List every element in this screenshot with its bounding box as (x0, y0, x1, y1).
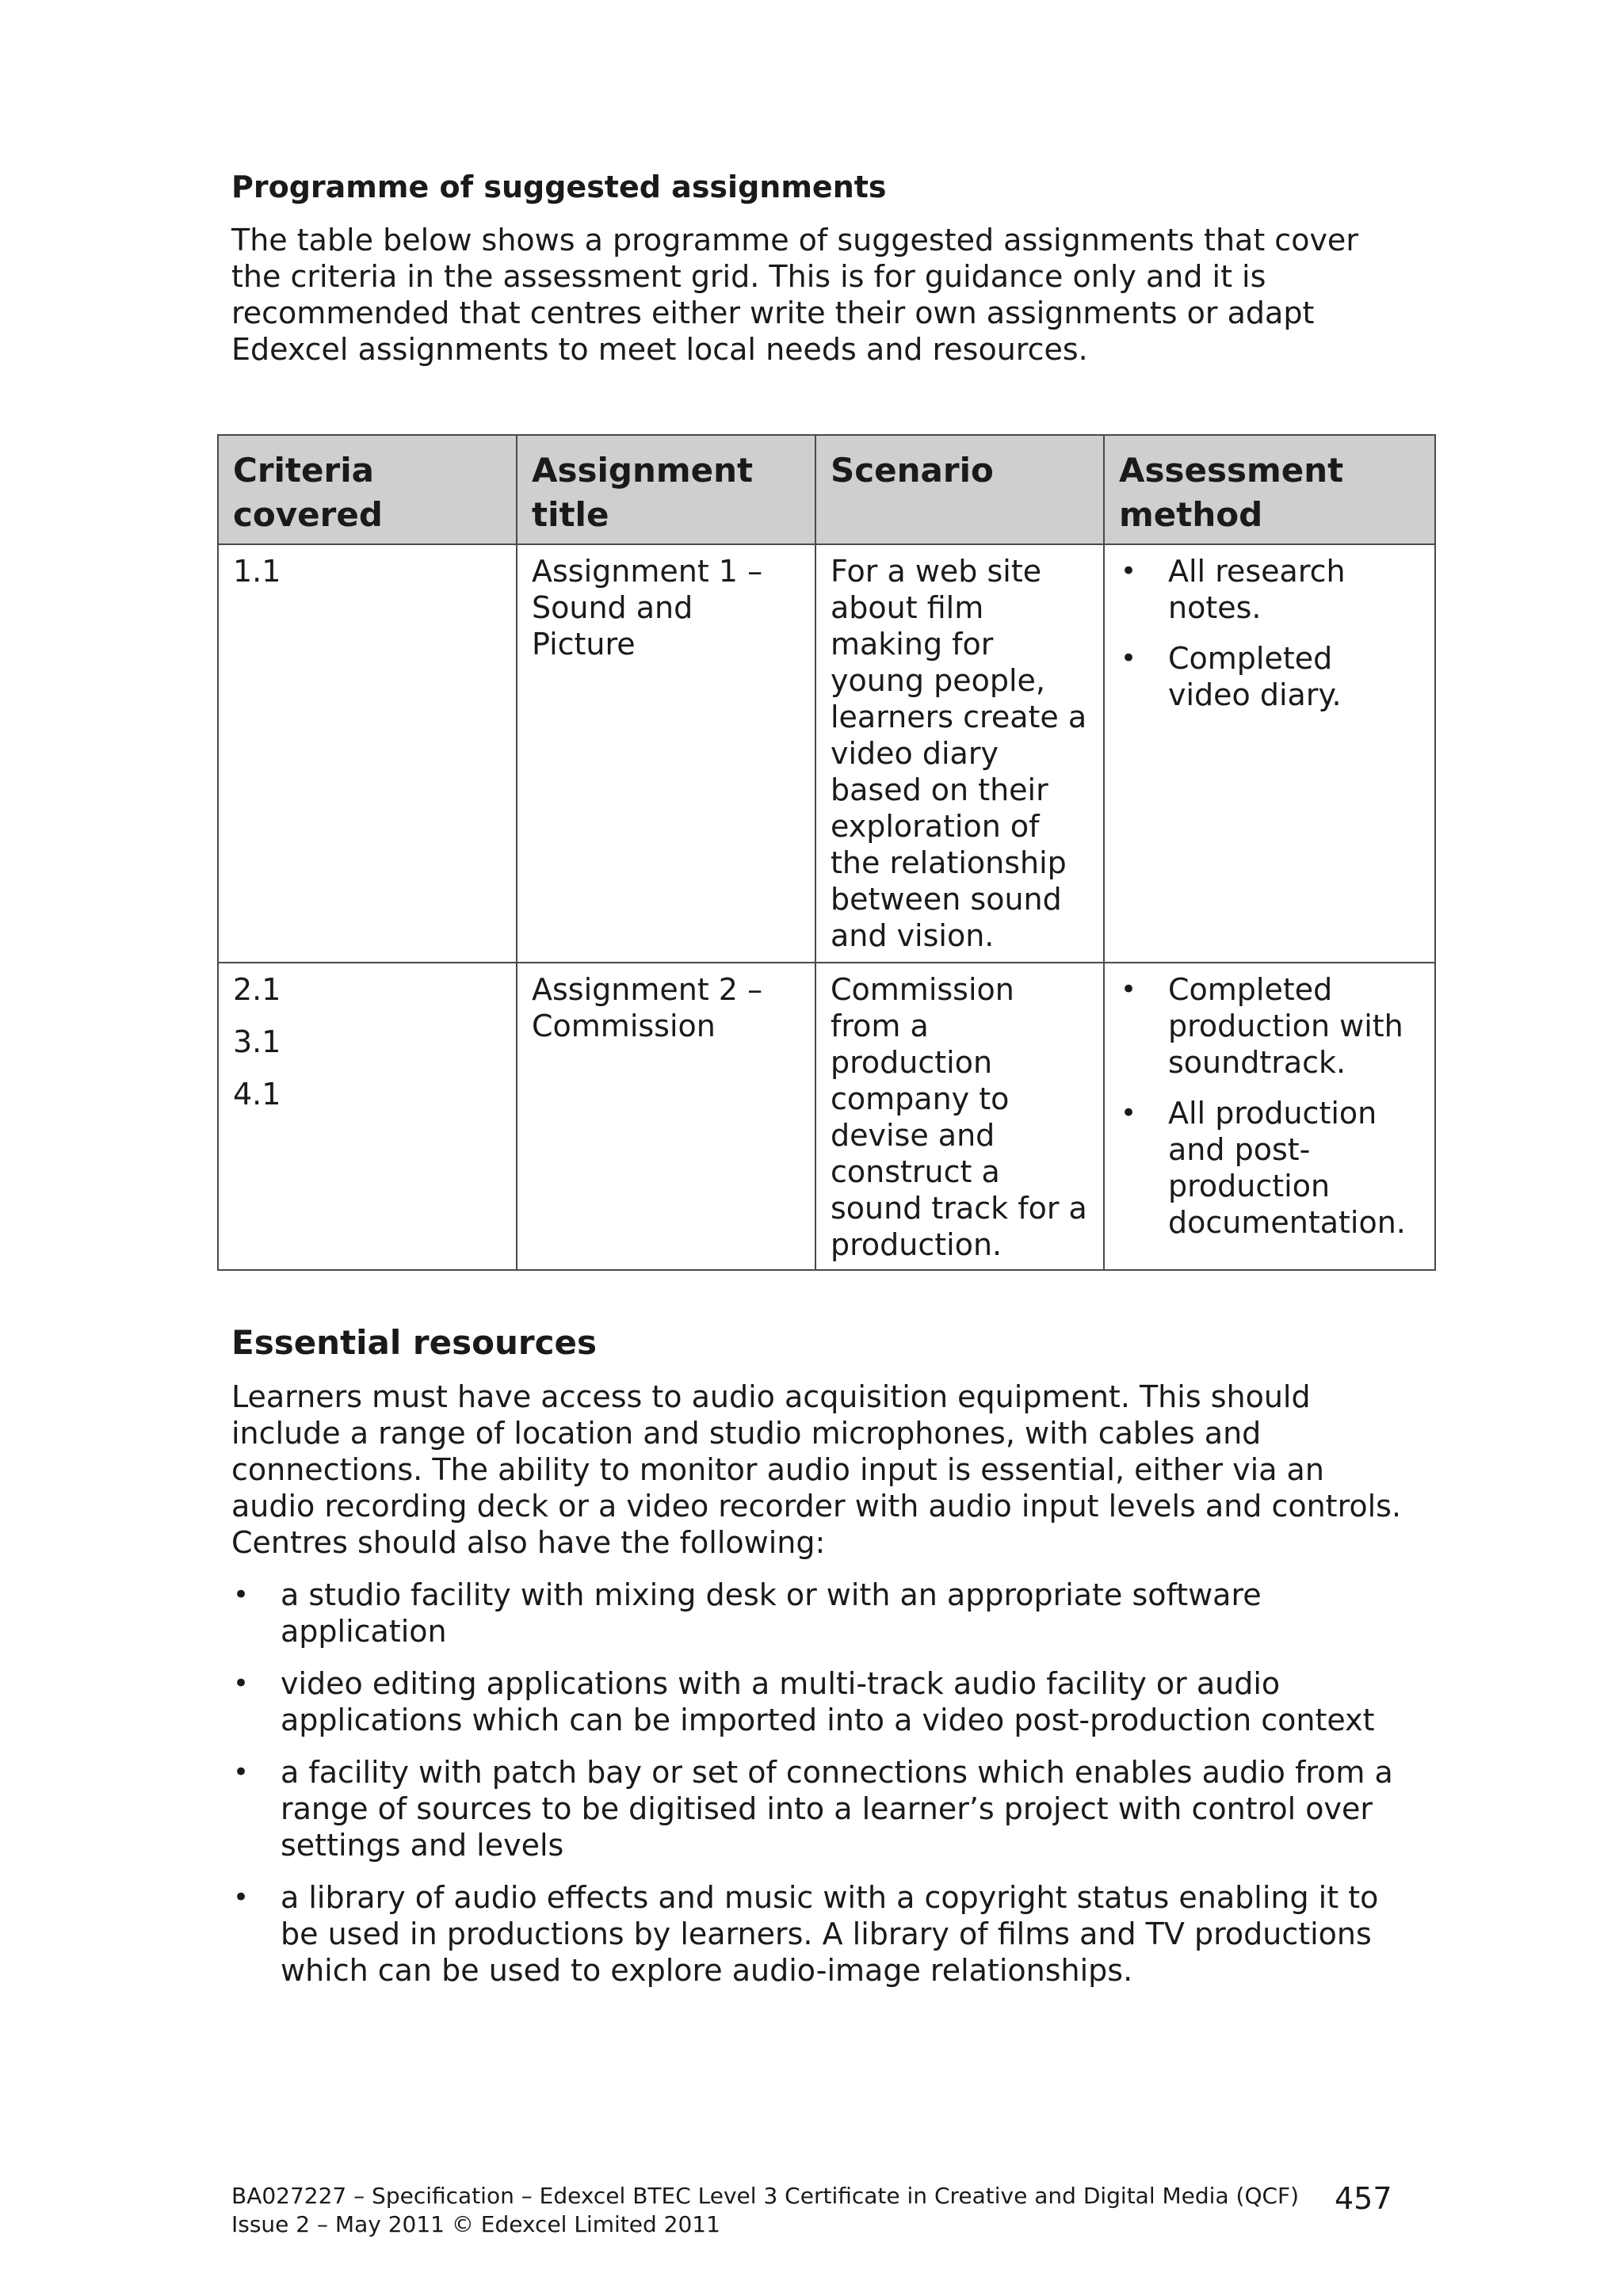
assessment-method-cell (1104, 544, 1435, 963)
header-scenario: Scenario (815, 435, 1104, 544)
header-assessment-method: Assessment method (1104, 435, 1435, 544)
intro-section (231, 170, 1420, 368)
list-item (1119, 553, 1422, 626)
list-item (231, 1879, 1422, 1989)
table-row (218, 963, 1435, 1270)
resource-text: a facility with patch bay or set of connections which enables audio from a range of sources to be digitised into a learner’s project with control over settings and levels (281, 1755, 1393, 1863)
list-item (231, 1577, 1422, 1650)
scenario-cell: Commission from a production company to devise and construct a sound track for a production. (815, 963, 1104, 1270)
assessment-method-text: All research notes. (1168, 554, 1346, 625)
footer-spec-line: BA027227 – Specification – Edexcel BTEC Level 3 Certificate in Creative and Digital Media (QCF) (231, 2183, 1300, 2209)
bullet-icon: • (233, 1882, 250, 1914)
assessment-method-cell (1104, 963, 1435, 1270)
assessment-method-list (1119, 971, 1422, 1241)
assignment-title-cell: Assignment 1 – Sound and Picture (517, 544, 815, 963)
essential-resources-section (231, 1323, 1420, 2004)
resource-text: video editing applications with a multi-track audio facility or audio applications which can be imported into a video post-production context (281, 1666, 1375, 1738)
criteria-number: 1.1 (233, 554, 281, 589)
assessment-method-text: All production and post-production documentation. (1168, 1096, 1406, 1240)
bullet-icon: • (1121, 1097, 1137, 1129)
criteria-number: 4.1 (233, 1077, 281, 1112)
criteria-cell (218, 963, 517, 1270)
assessment-method-text: Completed production with soundtrack. (1168, 972, 1403, 1080)
resource-text: a studio facility with mixing desk or with an appropriate software application (281, 1577, 1262, 1650)
resource-text: a library of audio effects and music with a copyright status enabling it to be used in productions by learners. A library of films and TV productions which can be used to explore audio-image relationships. (281, 1880, 1379, 1989)
bullet-icon: • (1121, 974, 1137, 1005)
bullet-icon: • (233, 1579, 250, 1611)
programme-heading: Programme of suggested assignments (231, 170, 887, 204)
resources-list (231, 1577, 1420, 1989)
programme-intro-paragraph: The table below shows a programme of suggested assignments that cover the criteria in the assessment grid. This is for guidance only and it is recommended that centres either write their own assignments or adapt Edexcel assignments to meet local needs and resources. (231, 222, 1358, 367)
page-number: 457 (1335, 2181, 1392, 2216)
page-footer (231, 2182, 1396, 2239)
header-criteria-covered: Criteria covered (218, 435, 517, 544)
essential-resources-paragraph: Learners must have access to audio acquisition equipment. This should include a range of location and studio microphones, with cables and connections. The ability to monitor audio input is essential, either via an audio recording deck or a video recorder with audio input levels and controls. Centres should also have the following: (231, 1379, 1402, 1561)
table-row (218, 544, 1435, 963)
assessment-method-text: Completed video diary. (1168, 641, 1342, 712)
essential-resources-heading: Essential resources (231, 1323, 597, 1362)
list-item (231, 1665, 1422, 1738)
bullet-icon: • (233, 1756, 250, 1789)
scenario-cell: For a web site about film making for young people, learners create a video diary based on their exploration of the relationship between sound and vision. (815, 544, 1104, 963)
header-assignment-title: Assignment title (517, 435, 815, 544)
criteria-cell (218, 544, 517, 963)
list-item (1119, 1095, 1422, 1241)
list-item (231, 1754, 1422, 1863)
assignment-title-cell: Assignment 2 – Commission (517, 963, 815, 1270)
assignments-table (217, 434, 1436, 1271)
bullet-icon: • (233, 1668, 250, 1700)
bullet-icon: • (1121, 643, 1137, 674)
list-item (1119, 971, 1422, 1081)
footer-issue-line: Issue 2 – May 2011 © Edexcel Limited 2011 (231, 2211, 720, 2237)
bullet-icon: • (1121, 555, 1137, 587)
table-header-row (218, 435, 1435, 544)
criteria-number: 2.1 (233, 972, 281, 1007)
assessment-method-list (1119, 553, 1422, 713)
list-item (1119, 640, 1422, 713)
criteria-number: 3.1 (233, 1024, 281, 1059)
